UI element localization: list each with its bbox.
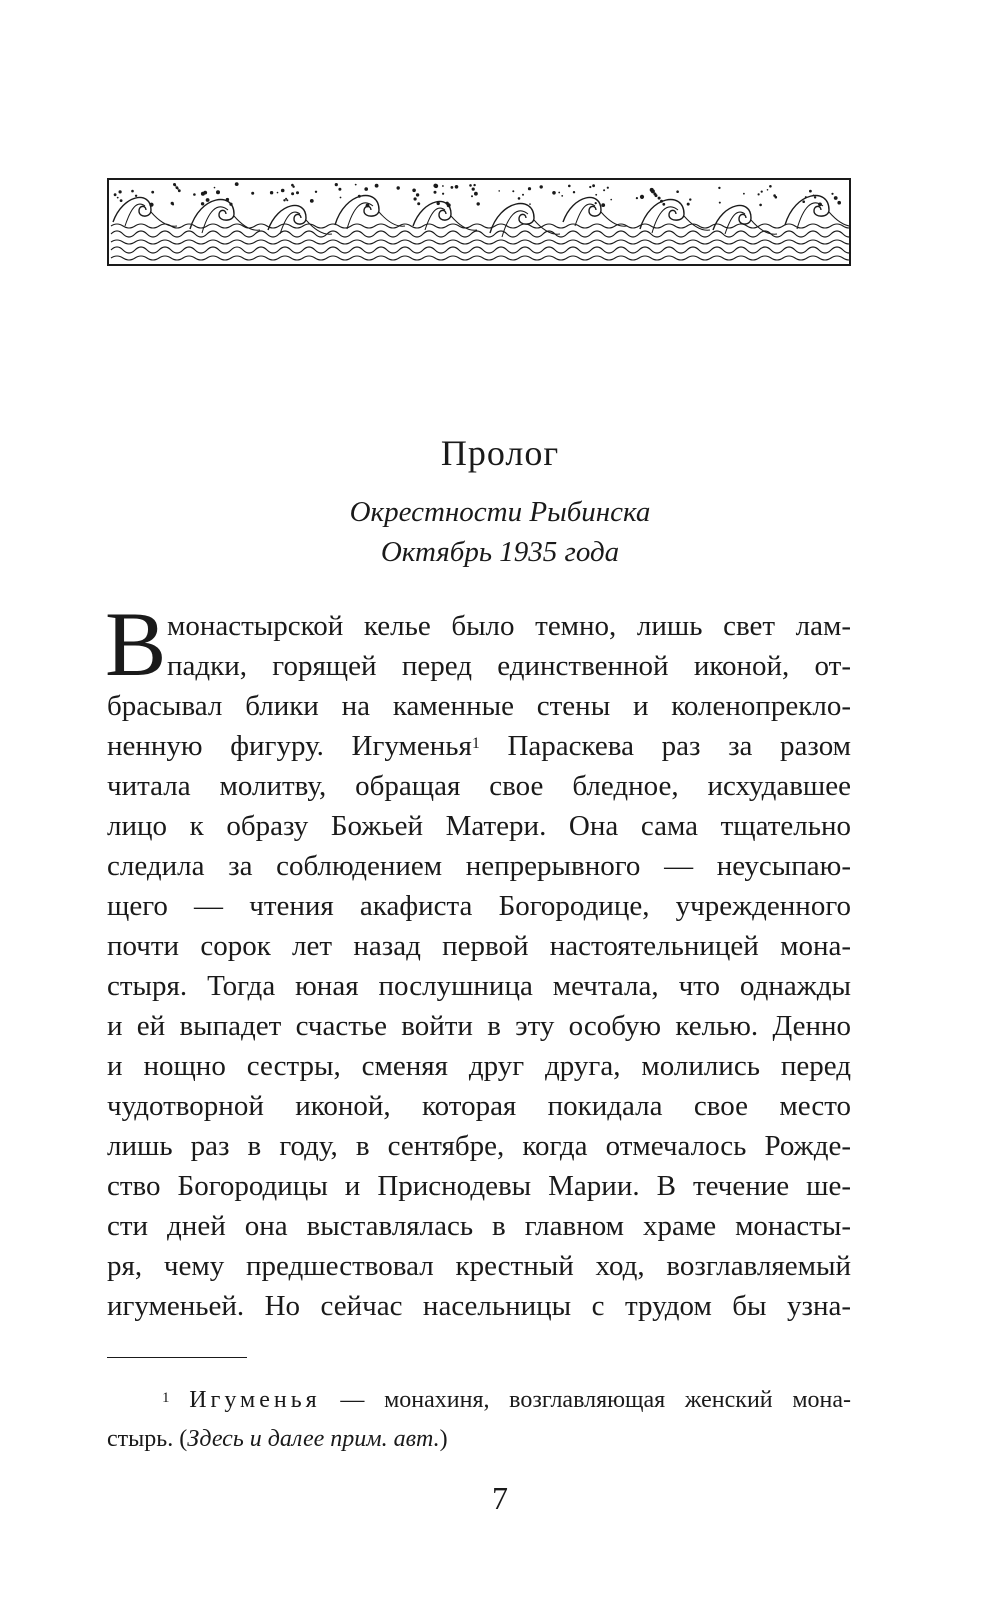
body-line: и ей выпадет счастье войти в эту особую келью. Денно xyxy=(107,1010,851,1042)
body-line-with-footnote xyxy=(107,726,851,766)
footnote-term: Игуменья xyxy=(189,1387,321,1413)
footnote-text: ) xyxy=(439,1426,448,1452)
body-line: стыря. Тогда юная послушница мечтала, что однажды xyxy=(107,970,851,1002)
footnote-definition: — монахиня, возглавляющая женский мона- xyxy=(320,1387,851,1413)
body-line: сти дней она выставлялась в главном храме монасты- xyxy=(107,1210,851,1242)
footnote-text: стырь. ( xyxy=(107,1426,188,1452)
body-line: чудотворной иконой, которая покидала свое место xyxy=(107,1090,851,1122)
chapter-title: Пролог xyxy=(440,433,560,473)
body-line: щего — чтения акафиста Богородице, учрежденного xyxy=(107,890,851,922)
wave-ornament-banner-icon xyxy=(107,178,851,266)
drop-cap: В xyxy=(105,593,167,695)
body-line: падки, горящей перед единственной иконой, от- xyxy=(167,650,851,682)
footnote-number: 1 xyxy=(162,1390,170,1406)
body-line: игуменьей. Но сейчас насельницы с трудом бы узна- xyxy=(107,1290,851,1322)
footnote-divider xyxy=(107,1357,247,1358)
body-line: лицо к образу Божьей Матери. Она сама тщательно xyxy=(107,810,851,842)
page-number: 7 xyxy=(492,1480,508,1516)
footnote-line xyxy=(162,1383,851,1417)
footnote-note: Здесь и далее прим. авт. xyxy=(187,1426,440,1452)
footnote-line xyxy=(107,1422,448,1456)
chapter-date: Октябрь 1935 года xyxy=(380,536,620,568)
footnote-reference[interactable]: 1 xyxy=(471,735,480,752)
body-line: брасывал блики на каменные стены и коленопрекло- xyxy=(107,690,851,722)
body-line-part: Параскева раз за разом xyxy=(479,730,852,762)
body-line: ря, чему предшествовал крестный ход, возглавляемый xyxy=(107,1250,851,1282)
body-line: лишь раз в году, в сентябре, когда отмечалось Рожде- xyxy=(107,1130,851,1162)
body-line: и нощно сестры, сменяя друг друга, молились перед xyxy=(107,1050,851,1082)
body-line: монастырской келье было темно, лишь свет лам- xyxy=(167,610,851,642)
body-line: читала молитву, обращая свое бледное, исхудавшее xyxy=(107,770,851,802)
body-line: ство Богородицы и Приснодевы Марии. В течение ше- xyxy=(107,1170,851,1202)
chapter-place: Окрестности Рыбинска xyxy=(349,496,651,528)
body-line-part: ненную фигуру. Игуменья xyxy=(107,730,472,762)
body-line: почти сорок лет назад первой настоятельницей мона- xyxy=(107,930,851,962)
body-line: следила за соблюдением непрерывного — неусыпаю- xyxy=(107,850,851,882)
